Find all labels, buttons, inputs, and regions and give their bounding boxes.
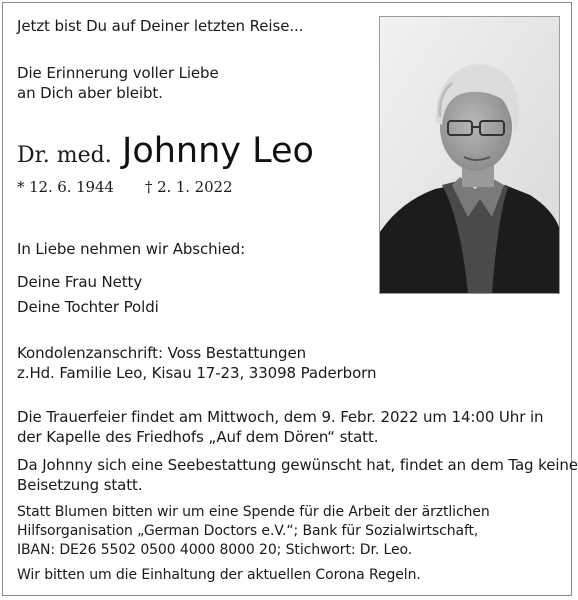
birth-date: * 12. 6. 1944 — [17, 178, 114, 196]
death-date: † 2. 1. 2022 — [145, 178, 233, 196]
portrait-photo — [379, 16, 560, 294]
memory-line-1: Die Erinnerung voller Liebe — [17, 64, 219, 82]
mourner-1: Deine Frau Netty — [17, 273, 143, 291]
mourner-2: Deine Tochter Poldi — [17, 298, 159, 316]
sea-burial-line-2: Beisetzung statt. — [17, 476, 143, 494]
donation-line-2: Hilfsorganisation „German Doctors e.V.“; Bank für Sozialwirtschaft, — [17, 523, 479, 539]
condolence-line-2: z.Hd. Familie Leo, Kisau 17-23, 33098 Paderborn — [17, 364, 377, 382]
donation-line-1: Statt Blumen bitten wir um eine Spende für die Arbeit der ärztlichen — [17, 504, 490, 520]
corona-line: Wir bitten um die Einhaltung der aktuellen Corona Regeln. — [17, 567, 421, 583]
ceremony-line-1: Die Trauerfeier findet am Mittwoch, dem 9. Febr. 2022 um 14:00 Uhr in — [17, 408, 544, 426]
deceased-name: Johnny Leo — [122, 131, 314, 171]
portrait-image — [380, 17, 559, 293]
name-prefix: Dr. med. — [17, 143, 112, 168]
sea-burial-line-1: Da Johnny sich eine Seebestattung gewünscht hat, findet an dem Tag keine — [17, 456, 578, 474]
memory-line-2: an Dich aber bleibt. — [17, 84, 163, 102]
donation-line-3: IBAN: DE26 5502 0500 4000 8000 20; Stichwort: Dr. Leo. — [17, 542, 413, 558]
farewell-intro: In Liebe nehmen wir Abschied: — [17, 240, 246, 258]
condolence-line-1: Kondolenzanschrift: Voss Bestattungen — [17, 344, 306, 362]
opening-line: Jetzt bist Du auf Deiner letzten Reise... — [17, 17, 304, 35]
ceremony-line-2: der Kapelle des Friedhofs „Auf dem Dören“ statt. — [17, 428, 379, 446]
